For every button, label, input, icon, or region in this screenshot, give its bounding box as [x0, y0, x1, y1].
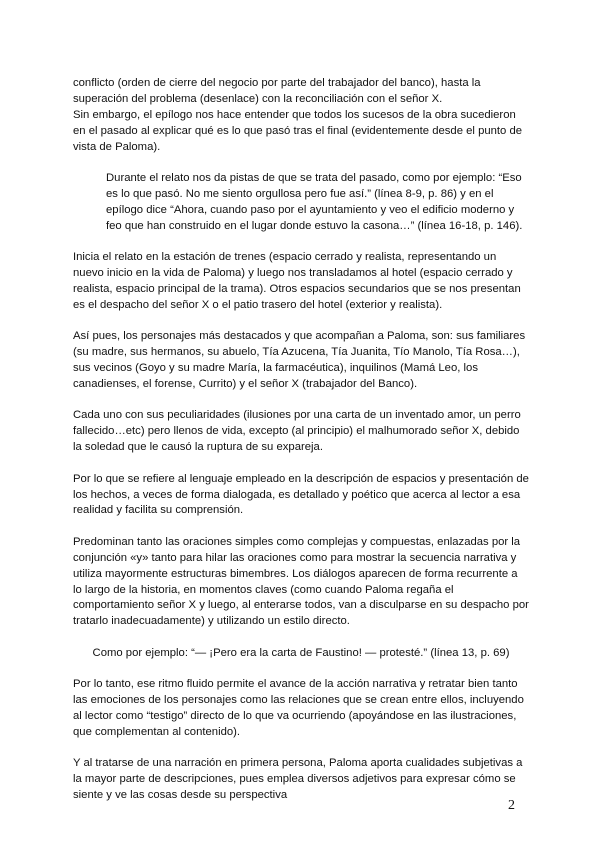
paragraph-conflict: conflicto (orden de cierre del negocio por parte del trabajador del banco), hasta la superación del problema (desenlace) con la reconciliación con el señor X.: [73, 77, 481, 105]
page-number: 2: [508, 798, 515, 813]
quote-past-clues: Durante el relato nos da pistas de que se trata del pasado, como por ejemplo: “Eso es lo que pasó. No me siento orgullosa pero fue así.” (línea 8-9, p. 86) y en el epílogo dice “Ahora, cuando paso por el ayuntamiento y veo el edificio moderno y feo que han construido en el lugar donde estuvo la casona…” (línea 16-18, p. 146).: [106, 172, 523, 232]
paragraph-first-person: Y al tratarse de una narración en primera persona, Paloma aporta cualidades subjetivas a la mayor parte de descripciones, pues emplea diversos adjetivos para expresar cómo se siente y ve las cosas desde su perspectiva: [73, 757, 523, 802]
paragraph-language: Por lo que se refiere al lenguaje empleado en la descripción de espacios y presentación de los hechos, a veces de forma dialogada, es detallado y poético que acerca al lector a esa realidad y facilita su comprensión.: [73, 472, 529, 517]
paragraph-sentences: Predominan tanto las oraciones simples como complejas y compuestas, enlazadas por la conjunción «y» tanto para hilar las oraciones como para mostrar la secuencia narrativa y utiliza mayormente estructuras bimembres. Los diálogos aparecen de forma recurrente a lo largo de la historia, en momentos claves (como cuando Paloma regaña el comportamiento señor X y luego, al enterarse todos, van a disculparse en su despacho por tratarlo inadecuadamente) y utilizando un estilo directo.: [73, 535, 529, 628]
paragraph-characters: Así pues, los personajes más destacados y que acompañan a Paloma, son: sus familiares (su madre, sus hermanos, su abuelo, Tía Azucena, Tía Juanita, Tío Manolo, Tía Rosa…), sus vecinos (Goyo y su madre María, la farmacéutica), inquilinos (Mamá Leo, los canadienses, el forense, Currito) y el señor X (trabajador del Banco).: [73, 330, 526, 390]
quote-dialogue-example: Como por ejemplo: “— ¡Pero era la carta de Faustino! — protesté.” (línea 13, p. 69): [92, 646, 510, 659]
paragraph-spaces: Inicia el relato en la estación de trenes (espacio cerrado y realista, representando un nuevo inicio en la vida de Paloma) y luego nos transladamos al hotel (espacio cerrado y realista, espacio principal de la trama). Otros espacios secundarios que se nos presentan es el despacho del señor X o el patio trasero del hotel (exterior y realista).: [73, 251, 521, 311]
paragraph-peculiarities: Cada uno con sus peculiaridades (ilusiones por una carta de un inventado amor, un perro fallecido…etc) pero llenos de vida, excepto (al principio) el malhumorado señor X, debido la soledad que le causó la ruptura de su expareja.: [73, 409, 521, 454]
document-page: [73, 76, 529, 820]
paragraph-epilogue: Sin embargo, el epílogo nos hace entender que todos los sucesos de la obra sucedieron en el pasado al explicar qué es lo que pasó tras el final (evidentemente desde el punto de vista de Paloma).: [73, 108, 523, 153]
paragraph-rhythm: Por lo tanto, ese ritmo fluido permite el avance de la acción narrativa y retratar bien tanto las emociones de los personajes como las relaciones que se crean entre ellos, incluyendo al lector como “testigo” directo de lo que va ocurriendo (apoyándose en las ilustraciones, que complementan al contenido).: [73, 678, 524, 738]
